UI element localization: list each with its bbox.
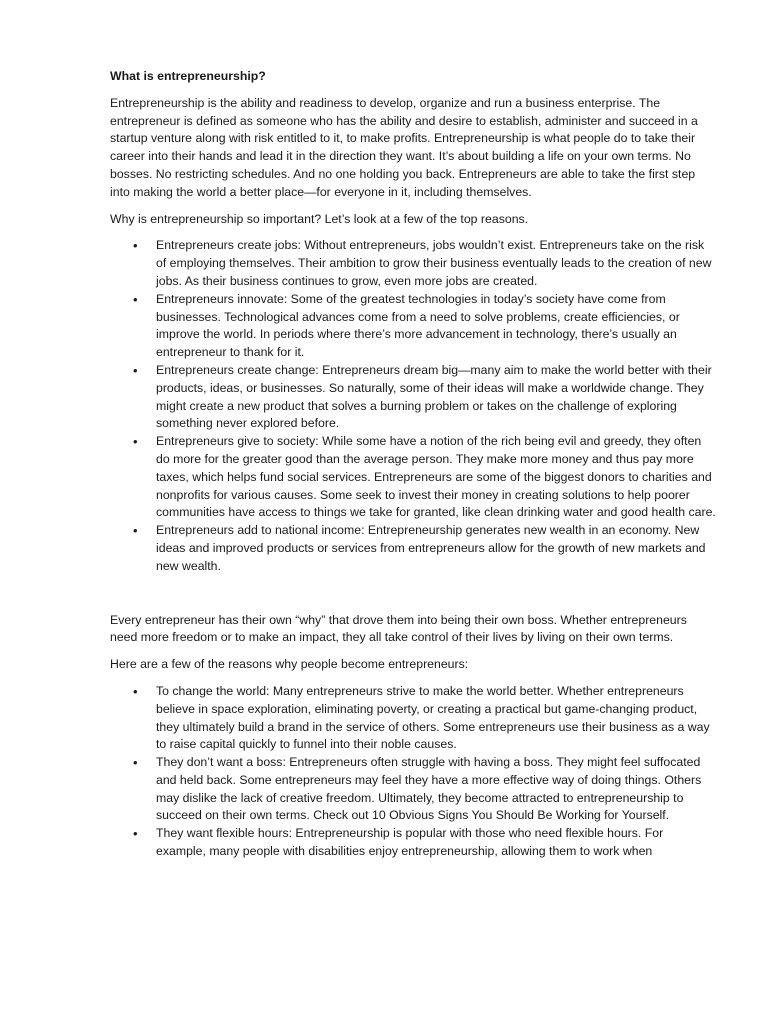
document-page <box>110 68 716 870</box>
list-item: • Entrepreneurs add to national income: Entrepreneurship generates new wealth in an economy. New ideas and improved products or services from entrepreneurs allow for the growth of new markets and new wealth. <box>110 522 716 575</box>
page-title: What is entrepreneurship? <box>110 69 266 83</box>
why-important-paragraph: Why is entrepreneurship so important? Let’s look at a few of the top reasons. <box>110 211 529 226</box>
list-item: • Entrepreneurs give to society: While some have a notion of the rich being evil and greedy, they often do more for the greater good than the average person. They make more money and thus pay more taxes, which helps fund social services. Entrepreneurs are some of the biggest donors to charities and nonprofits for various causes. Some seek to invest their money in creating solutions to help poorer communities have access to things we take for granted, like clean drinking water and good health care. <box>110 433 716 522</box>
list-item: • They don’t want a boss: Entrepreneurs often struggle with having a boss. They might feel suffocated and held back. Some entrepreneurs may feel they have a more effective way of doing things. Others may dislike the lack of creative freedom. Ultimately, they become attracted to entrepreneurship to succeed on their own terms. Check out 10 Obvious Signs You Should Be Working for Yourself. <box>110 754 716 825</box>
paragraph-spacer <box>110 585 716 612</box>
list-item: • To change the world: Many entrepreneurs strive to make the world better. Whether entrepreneurs believe in space exploration, eliminating poverty, or creating a practical but game-changing product, they ultimately build a brand in the service of others. Some entrepreneurs use their business as a way to raise capital quickly to funnel into their noble causes. <box>110 683 716 754</box>
list-item: • They want flexible hours: Entrepreneurship is popular with those who need flexible hours. For example, many people with disabilities enjoy entrepreneurship, allowing them to work when <box>110 825 716 861</box>
reasons-intro-paragraph: Here are a few of the reasons why people become entrepreneurs: <box>110 657 469 672</box>
list-item: • Entrepreneurs create change: Entrepreneurs dream big—many aim to make the world better with their products, ideas, or businesses. So naturally, some of their ideas will make a worldwide change. They might create a new product that solves a burning problem or takes on the challenge of exploring something never explored before. <box>110 362 716 433</box>
intro-paragraph: Entrepreneurship is the ability and readiness to develop, organize and run a business enterprise. The entrepreneur is defined as someone who has the ability and desire to establish, administer and succeed in a startup venture along with risk entitled to it, to make profits. Entrepreneurship is what people do to take their career into their hands and lead it in the direction they want. It’s about building a life on your own terms. No bosses. No restricting schedules. And no one holding you back. Entrepreneurs are able to take the first step into making the world a better place—for everyone in it, including themselves. <box>110 95 698 199</box>
own-why-paragraph: Every entrepreneur has their own “why” that drove them into being their own boss. Whether entrepreneurs need more freedom or to make an impact, they all take control of their lives by living on their own terms. <box>110 612 687 645</box>
importance-list <box>110 237 716 575</box>
list-item: • Entrepreneurs innovate: Some of the greatest technologies in today’s society have come from businesses. Technological advances come from a need to solve problems, create efficiencies, or improve the world. In periods where there’s more advancement in technology, there’s usually an entrepreneur to thank for it. <box>110 291 716 362</box>
reasons-list <box>110 683 716 861</box>
list-item: • Entrepreneurs create jobs: Without entrepreneurs, jobs wouldn’t exist. Entrepreneurs take on the risk of employing themselves. Their ambition to grow their business eventually leads to the creation of new jobs. As their business continues to grow, even more jobs are created. <box>110 237 716 290</box>
